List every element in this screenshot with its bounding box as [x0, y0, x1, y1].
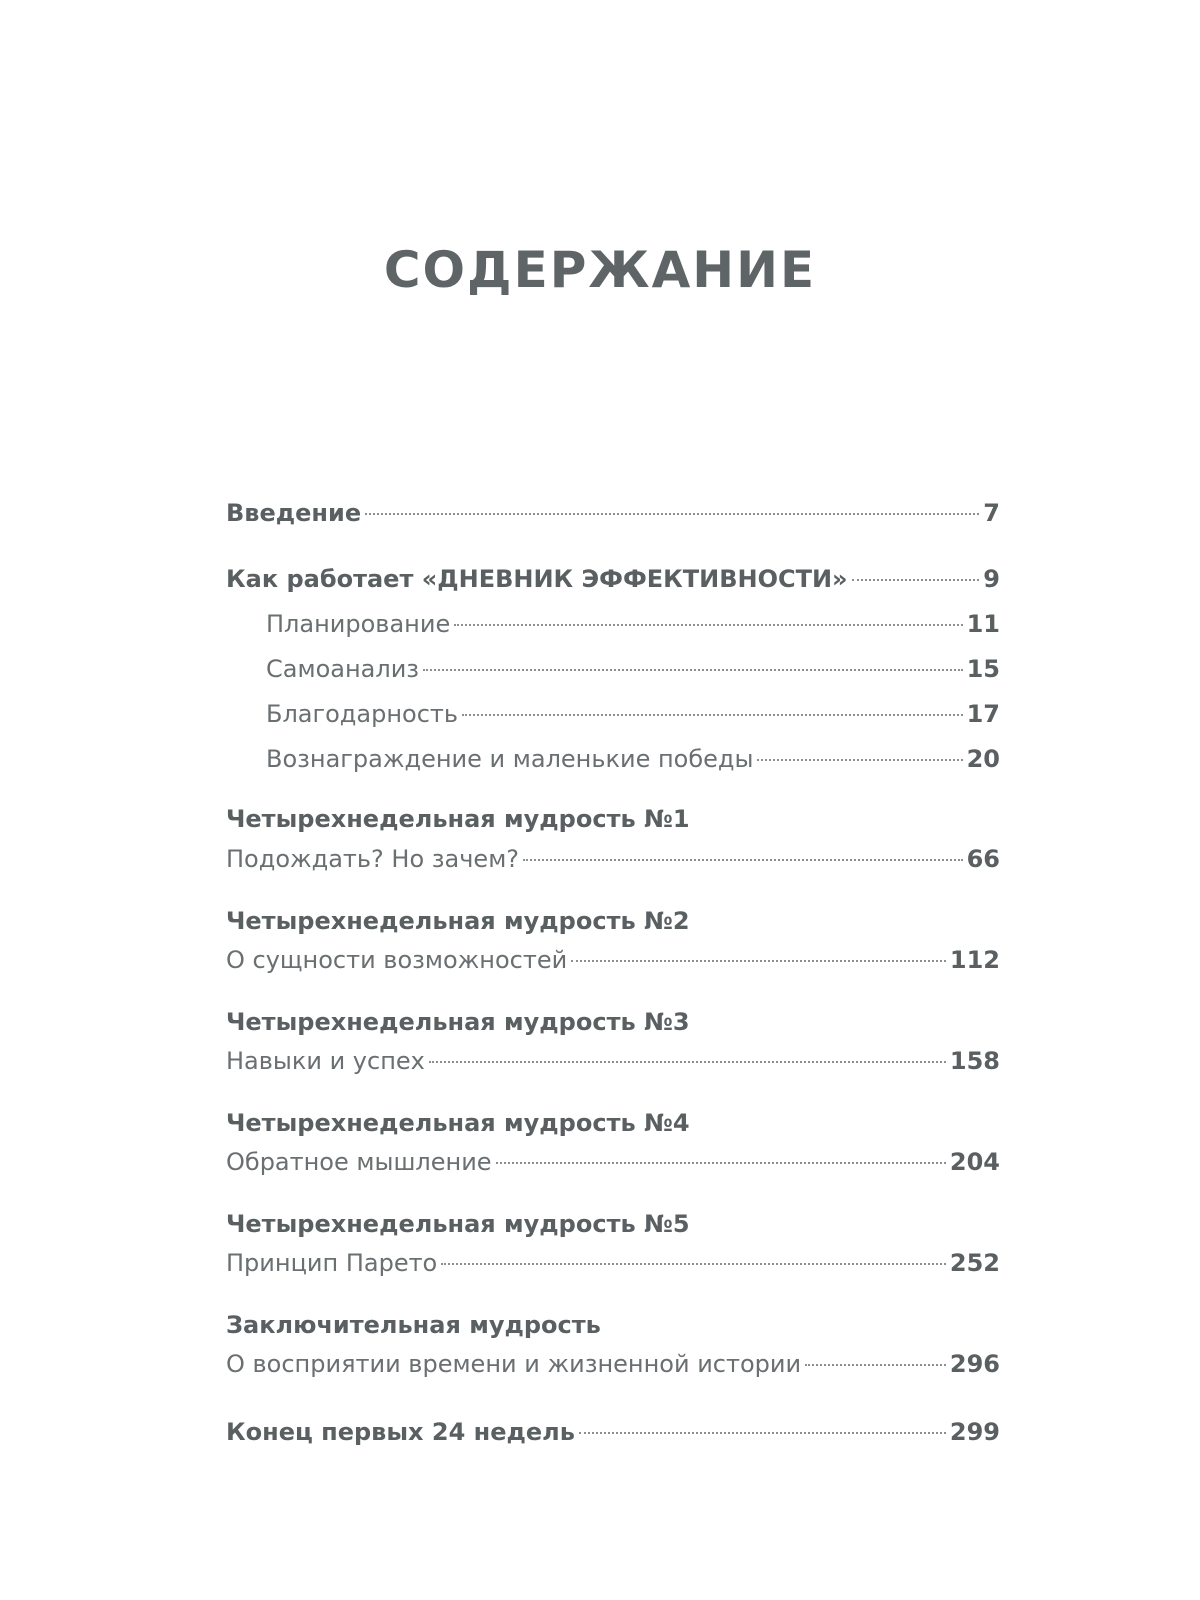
toc-entry-label: Введение	[226, 499, 362, 527]
toc-entry-label: Самоанализ	[266, 655, 420, 683]
toc-entry-introduction[interactable]	[226, 497, 1000, 529]
toc-entry-label: О восприятии времени и жизненной истории	[226, 1350, 802, 1378]
toc-entry-label: Навыки и успех	[226, 1047, 425, 1075]
toc-entry-label: Благодарность	[266, 700, 459, 728]
toc-entry-wisdom-5[interactable]	[226, 1247, 1000, 1279]
toc-entry-label: Принцип Парето	[226, 1249, 438, 1277]
dot-leader	[757, 759, 962, 761]
dot-leader	[429, 1061, 946, 1063]
dot-leader	[365, 513, 979, 515]
toc-entry-label: Подождать? Но зачем?	[226, 845, 520, 873]
dot-leader	[454, 624, 962, 626]
toc-entry-label: О сущности возможностей	[226, 946, 568, 974]
toc-entry-wisdom-3[interactable]	[226, 1045, 1000, 1077]
dot-leader	[423, 669, 963, 671]
toc-page-number: 17	[966, 700, 1000, 728]
toc-entry-wisdom-1[interactable]	[226, 843, 1000, 875]
toc-entry-gratitude[interactable]	[266, 698, 1000, 730]
toc-page-number: 7	[983, 499, 1000, 527]
toc-entry-end[interactable]	[226, 1416, 1000, 1448]
dot-leader	[462, 714, 963, 716]
toc-entry-label: Вознаграждение и маленькие победы	[266, 745, 754, 773]
toc-page-number: 20	[966, 745, 1000, 773]
toc-section-heading: Четырехнедельная мудрость №1	[226, 805, 690, 833]
toc-page-number: 299	[949, 1418, 1000, 1446]
toc-page-number: 252	[949, 1249, 1000, 1277]
toc-page-number: 66	[966, 845, 1000, 873]
dot-leader	[441, 1263, 946, 1265]
toc-entry-rewards[interactable]	[266, 743, 1000, 775]
dot-leader	[496, 1162, 946, 1164]
toc-section-heading: Четырехнедельная мудрость №3	[226, 1008, 690, 1036]
dot-leader	[579, 1432, 946, 1434]
toc-entry-self-analysis[interactable]	[266, 653, 1000, 685]
page-title: СОДЕРЖАНИЕ	[383, 241, 817, 299]
toc-entry-planning[interactable]	[266, 608, 1000, 640]
dot-leader	[571, 960, 946, 962]
toc-entry-wisdom-2[interactable]	[226, 944, 1000, 976]
toc-entry-label: Планирование	[266, 610, 451, 638]
toc-section-heading: Четырехнедельная мудрость №4	[226, 1109, 690, 1137]
dot-leader	[852, 579, 980, 581]
dot-leader	[805, 1364, 946, 1366]
toc-entry-label: Обратное мышление	[226, 1148, 492, 1176]
toc-entry-final-wisdom[interactable]	[226, 1348, 1000, 1380]
toc-page-number: 11	[966, 610, 1000, 638]
toc-section-heading: Заключительная мудрость	[226, 1311, 601, 1339]
toc-entry-wisdom-4[interactable]	[226, 1146, 1000, 1178]
toc-entry-how-it-works[interactable]	[226, 563, 1000, 595]
toc-page-number: 112	[949, 946, 1000, 974]
toc-section-heading: Четырехнедельная мудрость №2	[226, 907, 690, 935]
toc-entry-label: Как работает «ДНЕВНИК ЭФФЕКТИВНОСТИ»	[226, 565, 848, 593]
toc-page-number: 9	[983, 565, 1000, 593]
toc-page-number: 158	[949, 1047, 1000, 1075]
toc-page-number: 296	[949, 1350, 1000, 1378]
toc-section-heading: Четырехнедельная мудрость №5	[226, 1210, 690, 1238]
toc-page-number: 15	[966, 655, 1000, 683]
dot-leader	[523, 859, 963, 861]
toc-page-number: 204	[949, 1148, 1000, 1176]
toc-entry-label: Конец первых 24 недель	[226, 1418, 575, 1446]
